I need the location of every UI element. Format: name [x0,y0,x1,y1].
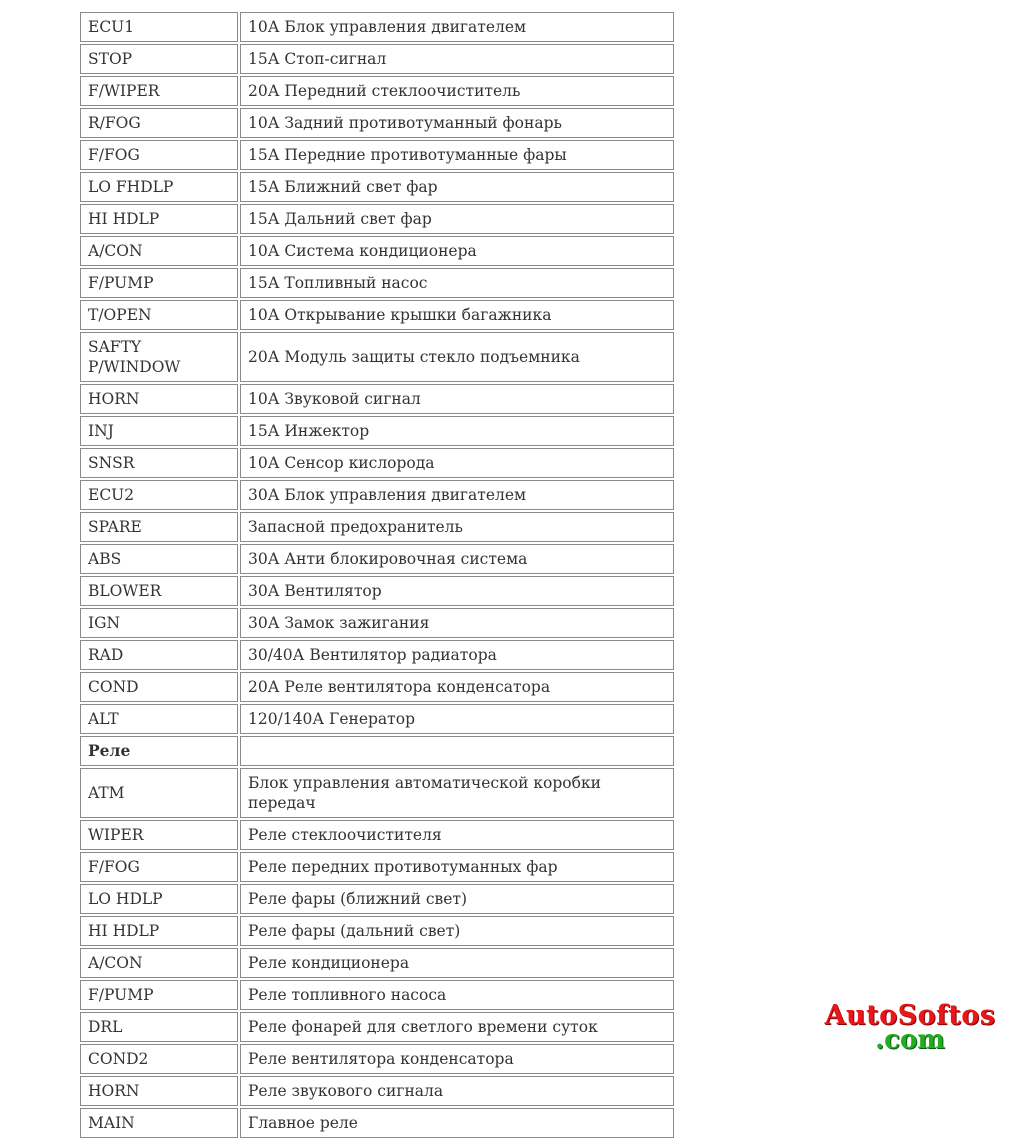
relay-description: Главное реле [240,1108,674,1138]
fuse-description [240,736,674,766]
table-row [80,108,674,138]
relay-description: Реле топливного насоса [240,980,674,1010]
table-row [80,1076,674,1106]
relay-code: ATM [80,768,238,818]
relay-code: LO HDLP [80,884,238,914]
table-row [80,236,674,266]
fuse-description: 20А Реле вентилятора конденсатора [240,672,674,702]
fuse-description: 30А Замок зажигания [240,608,674,638]
relay-description: Реле стеклоочистителя [240,820,674,850]
watermark-logo [812,1002,1008,1053]
fuse-code: T/OPEN [80,300,238,330]
table-row [80,44,674,74]
fuse-code: ECU2 [80,480,238,510]
table-row [80,1012,674,1042]
relay-code: A/CON [80,948,238,978]
table-row [80,544,674,574]
table-row [80,1108,674,1138]
fuse-description: 120/140А Генератор [240,704,674,734]
fuse-code: ABS [80,544,238,574]
fuse-description: 15А Инжектор [240,416,674,446]
fuse-code: IGN [80,608,238,638]
relay-code: WIPER [80,820,238,850]
table-row [80,384,674,414]
relay-code: MAIN [80,1108,238,1138]
watermark-line-1: AutoSoftos [824,1000,996,1031]
fuse-code: HI HDLP [80,204,238,234]
fuse-code: ALT [80,704,238,734]
fuse-description: 15А Ближний свет фар [240,172,674,202]
table-row [80,332,674,382]
fuse-code: SPARE [80,512,238,542]
table-row [80,512,674,542]
relay-description: Блок управления автоматической коробки передач [240,768,674,818]
table-row [80,268,674,298]
table-row [80,948,674,978]
watermark-line-2: .com [875,1025,945,1055]
fuse-description: 30/40А Вентилятор радиатора [240,640,674,670]
fuse-description: 10А Блок управления двигателем [240,12,674,42]
relay-description: Реле звукового сигнала [240,1076,674,1106]
fuse-description: 15А Стоп-сигнал [240,44,674,74]
table-row [80,480,674,510]
fuse-code: F/FOG [80,140,238,170]
table-row [80,704,674,734]
fuse-code: ECU1 [80,12,238,42]
table-row [80,768,674,818]
table-row [80,416,674,446]
fuse-code: RAD [80,640,238,670]
relay-description: Реле кондиционера [240,948,674,978]
fuse-description: 10А Задний противотуманный фонарь [240,108,674,138]
table-row [80,12,674,42]
fuse-description: 30А Вентилятор [240,576,674,606]
table-row [80,640,674,670]
fuse-code: LO FHDLP [80,172,238,202]
fuse-code: A/CON [80,236,238,266]
fuse-description: 10А Звуковой сигнал [240,384,674,414]
relay-code: HI HDLP [80,916,238,946]
fuse-code: COND [80,672,238,702]
relay-description: Реле вентилятора конденсатора [240,1044,674,1074]
table-row [80,448,674,478]
fuse-description: 20А Модуль защиты стекло подъемника [240,332,674,382]
fuse-code: INJ [80,416,238,446]
table-row [80,172,674,202]
fuse-code: SAFTY P/WINDOW [80,332,238,382]
table-row [80,884,674,914]
table-row [80,980,674,1010]
fuse-code: SNSR [80,448,238,478]
fuse-description: 15А Дальний свет фар [240,204,674,234]
fuse-code: STOP [80,44,238,74]
relay-code: COND2 [80,1044,238,1074]
section-header-row [80,736,674,766]
fuse-description: 20А Передний стеклоочиститель [240,76,674,106]
table-row [80,852,674,882]
table-row [80,1044,674,1074]
table-row [80,672,674,702]
relay-description: Реле фары (дальний свет) [240,916,674,946]
table-row [80,576,674,606]
fuse-description: 10А Система кондиционера [240,236,674,266]
fuse-description: 15А Передние противотуманные фары [240,140,674,170]
relay-section-heading: Реле [80,736,238,766]
relay-description: Реле фары (ближний свет) [240,884,674,914]
fuse-code: R/FOG [80,108,238,138]
fuse-description: Запасной предохранитель [240,512,674,542]
relay-code: F/PUMP [80,980,238,1010]
relay-code: DRL [80,1012,238,1042]
relay-code: F/FOG [80,852,238,882]
table-row [80,820,674,850]
relay-description: Реле фонарей для светлого времени суток [240,1012,674,1042]
fuse-description: 10А Открывание крышки багажника [240,300,674,330]
table-row [80,916,674,946]
relay-description: Реле передних противотуманных фар [240,852,674,882]
fuse-code: BLOWER [80,576,238,606]
fuse-code: F/PUMP [80,268,238,298]
table-row [80,204,674,234]
fuse-code: HORN [80,384,238,414]
fuse-description: 30А Блок управления двигателем [240,480,674,510]
fuse-description: 10А Сенсор кислорода [240,448,674,478]
table-row [80,608,674,638]
table-row [80,140,674,170]
fuse-code: F/WIPER [80,76,238,106]
table-row [80,76,674,106]
relay-code: HORN [80,1076,238,1106]
fuse-description: 30А Анти блокировочная система [240,544,674,574]
fuse-relay-table [78,10,676,1140]
table-row [80,300,674,330]
fuse-description: 15А Топливный насос [240,268,674,298]
